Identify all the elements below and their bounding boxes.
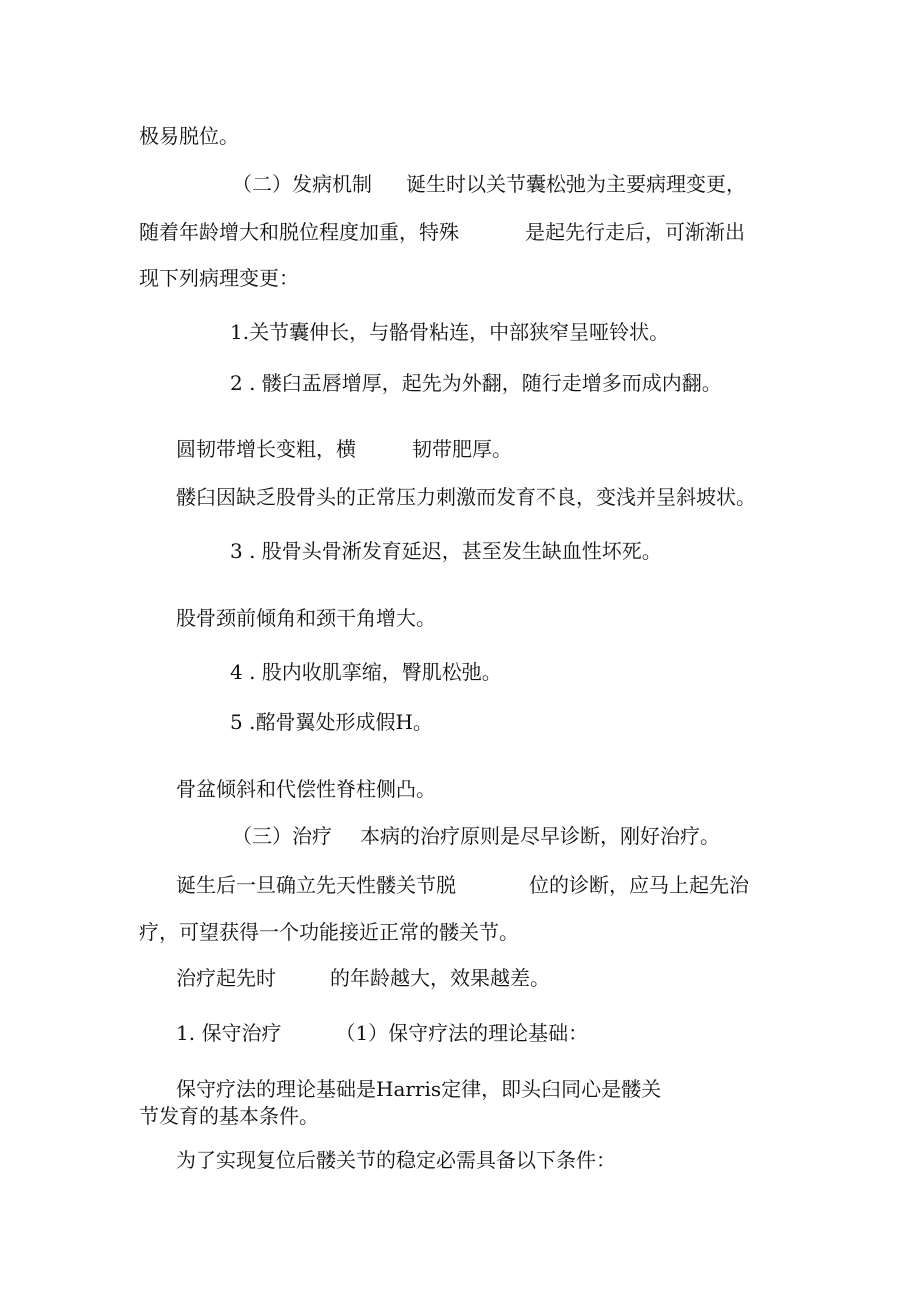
paragraph-line: 随着年龄增大和脱位程度加重，特殊 是起先行走后，可渐渐出 [139, 220, 745, 244]
paragraph-line: 节发育的基本条件。 [139, 1104, 319, 1128]
section-heading-treatment: （三）治疗 本病的治疗原则是尽早诊断，刚好治疗。 [232, 824, 720, 848]
list-item: 1.关节囊伸长，与骼骨粘连，中部狭窄呈哑铃状。 [230, 320, 670, 344]
subsection-heading-conservative: 1. 保守治疗 （1）保守疗法的理论基础： [176, 1021, 589, 1045]
paragraph-line: 股骨颈前倾角和颈干角增大。 [176, 606, 436, 630]
paragraph-line: 疗，可望获得一个功能接近正常的髅关节。 [139, 920, 519, 944]
paragraph-line: 治疗起先时 的年龄越大，效果越差。 [176, 966, 550, 990]
paragraph-line: 髅臼因缺乏股骨头的正常压力刺激而发育不良，变浅并呈斜坡状。 [176, 485, 756, 509]
paragraph-line: 骨盆倾斜和代偿性脊柱侧凸。 [176, 777, 436, 801]
list-item: 3 . 股骨头骨淅发育延迟，甚至发生缺血性坏死。 [230, 539, 662, 563]
paragraph-line: 极易脱位。 [139, 124, 239, 148]
section-heading-pathogenesis: （二）发病机制 诞生时以关节囊松弛为主要病理变更， [232, 172, 746, 196]
paragraph-line: 诞生后一旦确立先天性髅关节脱 位的诊断，应马上起先治 [176, 873, 749, 897]
list-item: 4 . 股内收肌挛缩，臀肌松弛。 [230, 660, 502, 684]
list-item: 5 .酩骨翼处形成假H。 [230, 710, 433, 734]
paragraph-line: 现下列病理变更： [139, 266, 299, 290]
paragraph-line: 为了实现复位后髅关节的稳定必需具备以下条件： [176, 1148, 616, 1172]
paragraph-line: 圆韧带增长变粗，横 韧带肥厚。 [176, 437, 512, 461]
paragraph-line: 保守疗法的理论基础是Harris定律，即头臼同心是髅关 [176, 1077, 662, 1101]
list-item: 2 . 髅臼盂唇增厚，起先为外翻，随行走增多而成内翻。 [230, 371, 722, 395]
